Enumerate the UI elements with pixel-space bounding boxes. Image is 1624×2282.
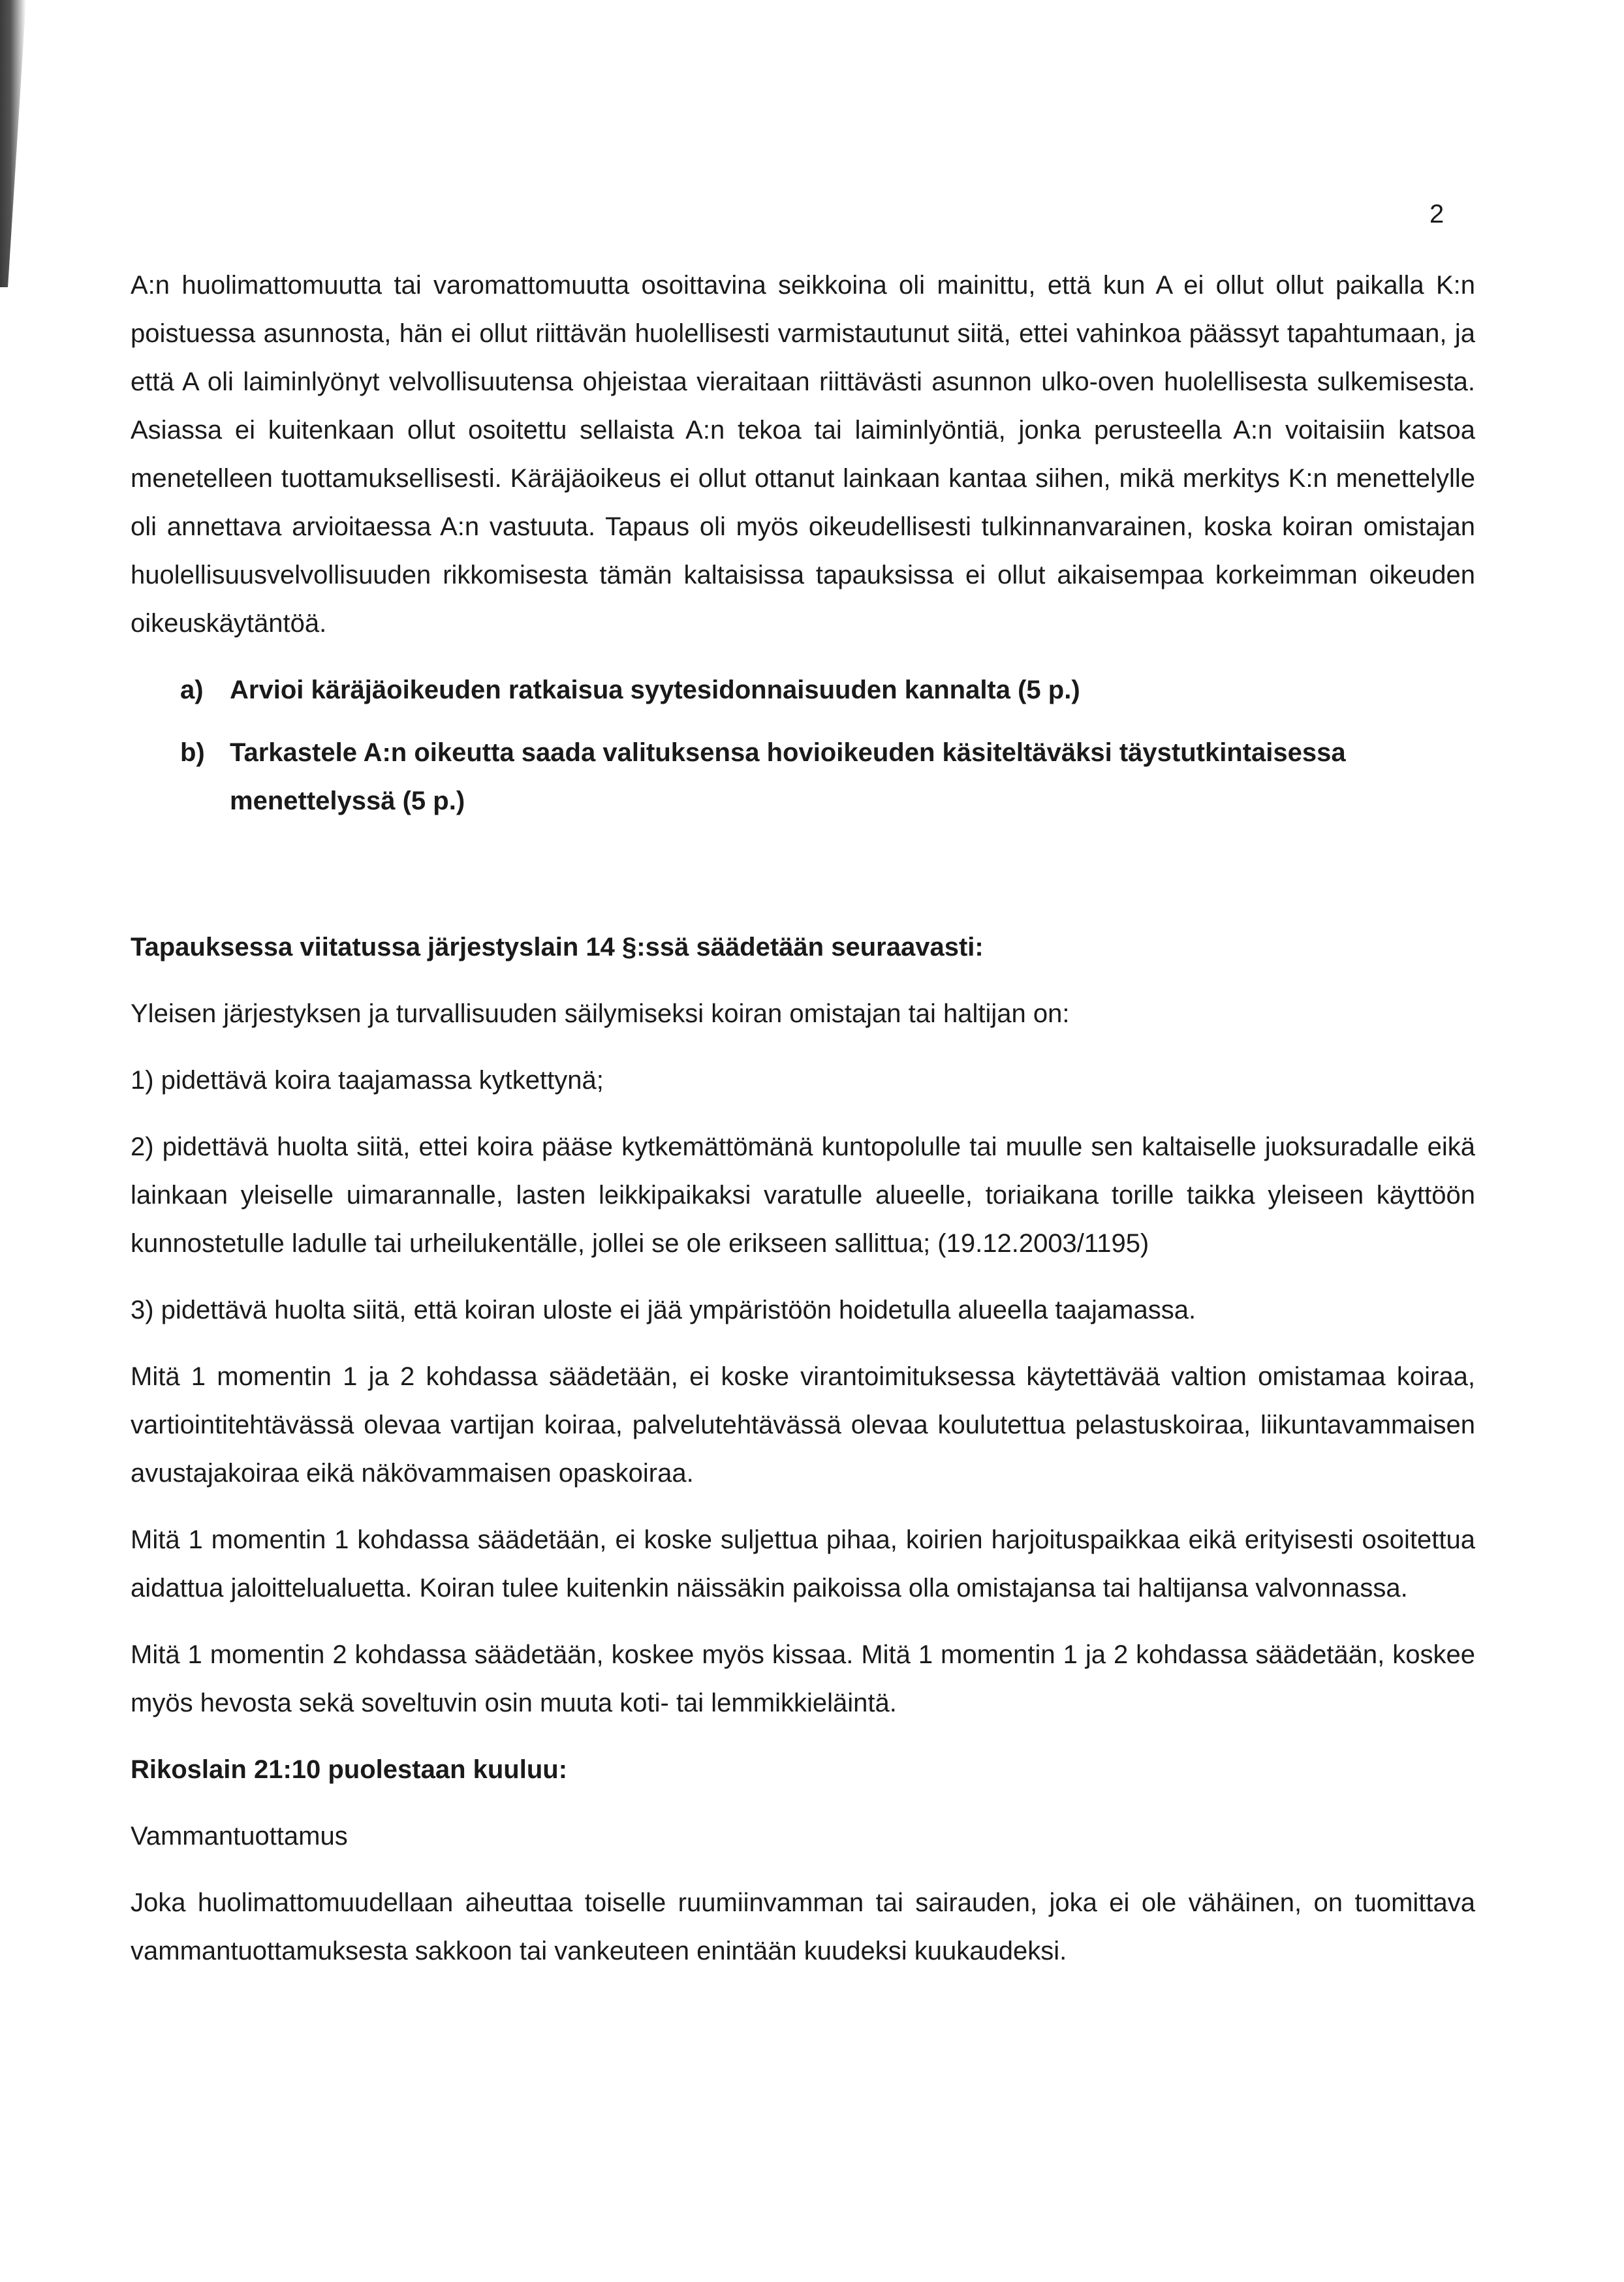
question-b-text: Tarkastele A:n oikeutta saada valituksensa hovioikeuden käsiteltäväksi täystutkintaisessa menettelyssä (5 p.)	[230, 738, 1346, 815]
criminal-law-title: Vammantuottamus	[131, 1822, 348, 1851]
law-paragraph-extension: Mitä 1 momentin 2 kohdassa säädetään, koskee myös kissaa. Mitä 1 momentin 1 ja 2 kohdassa säädetään, koskee myös hevosta sekä soveltuvin osin muuta koti- tai lemmikkieläintä.	[131, 1640, 1475, 1717]
law-section-heading: Tapauksessa viitatussa järjestyslain 14 §:ssä säädetään seuraavasti:	[131, 933, 984, 961]
law-paragraph-exception-2: Mitä 1 momentin 1 kohdassa säädetään, ei koske suljettua pihaa, koirien harjoituspaikkaa eikä erityisesti osoitettua aidattua jaloittelualuetta. Koiran tulee kuitenkin näissäkin paikoissa olla omistajansa tai haltijansa valvonnassa.	[131, 1525, 1475, 1602]
question-a-text: Arvioi käräjäoikeuden ratkaisua syytesidonnaisuuden kannalta (5 p.)	[230, 676, 1080, 704]
criminal-law-heading: Rikoslain 21:10 puolestaan kuuluu:	[131, 1755, 568, 1784]
question-b-letter: b)	[180, 738, 205, 767]
law-paragraph-item-2: 2) pidettävä huolta siitä, ettei koira pääse kytkemättömänä kuntopolulle tai muulle sen kaltaiselle juoksuradalle eikä lainkaan yleiselle uimarannalle, lasten leikkipaikaksi varatulle alueelle, toriaikana torille taikka yleiseen käyttöön kunnostetulle ladulle tai urheilukentälle, jollei se ole erikseen sallittua; (19.12.2003/1195)	[131, 1133, 1475, 1258]
scan-edge-shadow	[0, 0, 26, 287]
question-a	[180, 666, 1475, 714]
law-paragraph-exception-1: Mitä 1 momentin 1 ja 2 kohdassa säädetään, ei koske virantoimituksessa käytettävää valtion omistamaa koiraa, vartiointitehtävässä olevaa vartijan koiraa, palvelutehtävässä olevaa koulutettua pelastuskoiraa, liikuntavammaisen avustajakoiraa eikä näkövammaisen opaskoiraa.	[131, 1362, 1475, 1488]
document-body	[131, 261, 1475, 1975]
law-paragraph-intro: Yleisen järjestyksen ja turvallisuuden säilymiseksi koiran omistajan tai haltijan on:	[131, 999, 1070, 1028]
intro-paragraph: A:n huolimattomuutta tai varomattomuutta osoittavina seikkoina oli mainittu, että kun A ei ollut ollut paikalla K:n poistuessa asunnosta, hän ei ollut riittävän huolellisesti varmistautunut siitä, ettei vahinkoa päässyt tapahtumaan, ja että A oli laiminlyönyt velvollisuutensa ohjeistaa vieraitaan riittävästi asunnon ulko-oven huolellisesta sulkemisesta. Asiassa ei kuitenkaan ollut osoitettu sellaista A:n tekoa tai laiminlyöntiä, jonka perusteella A:n voitaisiin katsoa menetelleen tuottamuksellisesti. Käräjäoikeus ei ollut ottanut lainkaan kantaa siihen, mikä merkitys K:n menettelylle oli annettava arvioitaessa A:n vastuuta. Tapaus oli myös oikeudellisesti tulkinnanvarainen, koska koiran omistajan huolellisuusvelvollisuuden rikkomisesta tämän kaltaisissa tapauksissa ei ollut aikaisempaa korkeimman oikeuden oikeuskäytäntöä.	[131, 271, 1475, 638]
question-b	[180, 728, 1475, 825]
law-paragraph-item-1: 1) pidettävä koira taajamassa kytkettynä;	[131, 1066, 604, 1095]
law-paragraph-item-3: 3) pidettävä huolta siitä, että koiran uloste ei jää ympäristöön hoidetulla alueella taajamassa.	[131, 1296, 1196, 1324]
question-a-letter: a)	[180, 676, 204, 704]
page-number: 2	[1429, 200, 1444, 228]
criminal-law-text: Joka huolimattomuudellaan aiheuttaa toiselle ruumiinvamman tai sairauden, joka ei ole vähäinen, on tuomittava vammantuottamuksesta sakkoon tai vankeuteen enintään kuudeksi kuukaudeksi.	[131, 1888, 1475, 1965]
